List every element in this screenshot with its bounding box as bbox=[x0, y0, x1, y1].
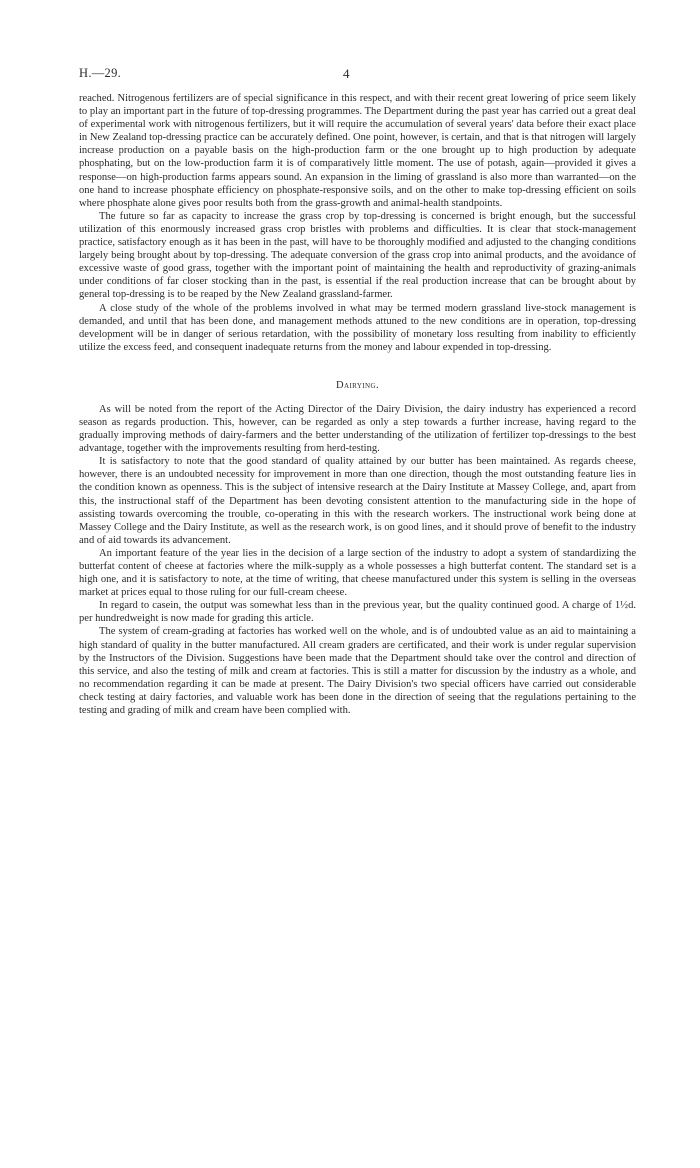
paragraph: As will be noted from the report of the Acting Director of the Dairy Division, the dairy industry has experienced a record season as regards production. This, however, can be regarded as only a step towards a further increase, having regard to the gradually improving methods of dairy-farmers and the better understanding of the utilization of fertilizer top-dressings to the best advantage, together with the improvements resulting from herd-testing. bbox=[79, 403, 636, 455]
page-reference: H.—29. bbox=[79, 66, 122, 80]
dairying-section bbox=[79, 403, 636, 717]
section-heading-dairying: Dairying. bbox=[336, 379, 379, 391]
running-header bbox=[79, 60, 636, 82]
grassland-section bbox=[79, 92, 636, 354]
page-number: 4 bbox=[343, 66, 350, 81]
paragraph: A close study of the whole of the problems involved in what may be termed modern grassland live-stock management is demanded, and until that has been done, and management methods attuned to the new conditions are in operation, top-dressing development will be in danger of serious retardation, with the possibility of monetary loss resulting from inability to efficiently utilize the excess feed, and consequent inadequate returns from the money and labour expended in top-dressing. bbox=[79, 302, 636, 353]
paragraph: The system of cream-grading at factories has worked well on the whole, and is of undoubted value as an aid to maintaining a high standard of quality in the butter manufactured. All cream graders are certificated, and their work is under regular supervision by the Instructors of the Division. Suggestions have been made that the Department should take over the control and direction of this service, and also the testing of milk and cream at factories. This is still a matter for discussion by the industry as a whole, and no recommendation regarding it can be made at present. The Dairy Division's two special officers have carried out considerable check testing at dairy factories, and valuable work has been done in the direction of seeing that the regulations pertaining to the testing and grading of milk and cream have been complied with. bbox=[79, 626, 636, 717]
paragraph: reached. Nitrogenous fertilizers are of special significance in this respect, and with their recent great lowering of price seem likely to play an important part in the future of top-dressing programmes. The Department during the past year has carried out a great deal of experimental work with nitrogenous fertilizers, but it will require the accumulation of several years' data before their exact place in New Zealand top-dressing practice can be accurately defined. One point, however, is certain, and that is that nitrogen will largely increase production on a payable basis on the high-production farm or the one brought up to high production by adequate phosphating, but on the low-production farm it is of comparatively little moment. The use of potash, again—provided it gives a response—on high-production farms appears sound. An expansion in the liming of grassland is also more than warranted—on the one hand to increase phosphate efficiency on phosphate-responsive soils, and on the other to make top-dressing efficient on soils where phosphate alone gives poor results both from the grass-growth and animal-health standpoints. bbox=[79, 93, 636, 209]
paragraph: It is satisfactory to note that the good standard of quality attained by our butter has been maintained. As regards cheese, however, there is an undoubted necessity for improvement in more than one direction, though the most outstanding feature lies in the condition known as openness. This is the subject of intensive research at the Dairy Institute at Massey College, and, apart from this, the instructional staff of the Department has been devoting consistent attention to the manufacturing side in the hope of assisting towards overcoming the trouble, co-operating in this with the research workers. The instructional work being done at Massey College and the Dairy Institute, as well as the research work, is on good lines, and it should prove of benefit to the industry and of aid towards its advancement. bbox=[79, 456, 636, 546]
paragraph: In regard to casein, the output was somewhat less than in the previous year, but the quality continued good. A charge of 1½d. per hundredweight is now made for grading this article. bbox=[79, 600, 636, 625]
paragraph: The future so far as capacity to increase the grass crop by top-dressing is concerned is bright enough, but the successful utilization of this enormously increased grass crop bristles with problems and difficulties. It is clear that stock-management practice, satisfactory enough as it has been in the past, will have to be thoroughly modified and adjusted to the changing conditions largely being brought about by top-dressing. The adequate conversion of the grass crop into animal products, and the avoidance of excessive waste of good grass, together with the important point of maintaining the health and reproductivity of grazing-animals under conditions of far closer stocking than in the past, is essential if the real production increase that can be brought about by general top-dressing is to be reaped by the New Zealand grassland-farmer. bbox=[79, 210, 636, 301]
paragraph: An important feature of the year lies in the decision of a large section of the industry to adopt a system of standardizing the butterfat content of cheese at factories where the milk-supply as a whole possesses a high butterfat content. The standard set is a high one, and it is satisfactory to note, at the time of writing, that cheese manufactured under this system is selling in the overseas market at prices equal to those ruling for our full-cream cheese. bbox=[79, 547, 636, 599]
